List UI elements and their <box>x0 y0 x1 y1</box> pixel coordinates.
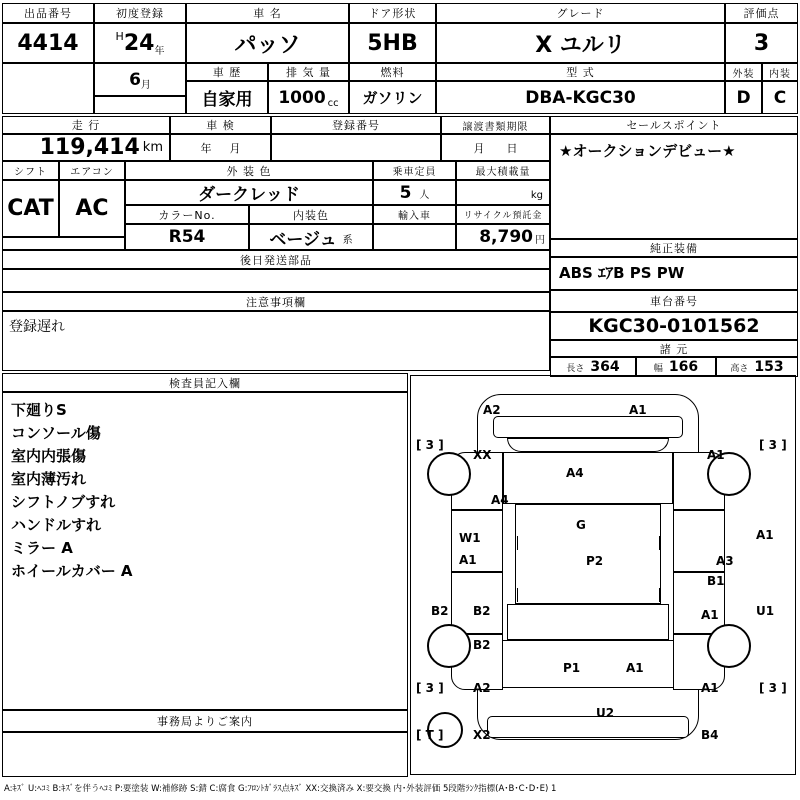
shift-ac-spacer <box>2 237 125 250</box>
first-reg-month: 6 <box>129 69 141 90</box>
door-shape-label: ドア形状 <box>349 3 436 23</box>
list-item: 下廻りS <box>11 401 67 419</box>
sales-point-value: ★オークションデビュー★ <box>550 134 798 239</box>
interior-color-label: 内装色 <box>249 205 373 224</box>
first-reg-era: H <box>115 30 124 43</box>
width-value: 166 <box>668 359 699 375</box>
transfer-doc-value-cell <box>441 134 550 161</box>
damage-mark: A4 <box>566 466 584 480</box>
legend-text: A:ｷｽﾞ U:ﾍｺﾐ B:ｷｽﾞを伴うﾍｺﾐ P:要塗装 W:補修跡 S:錆 C:腐食 G:ﾌﾛﾝﾄｶﾞﾗｽ点ｷｽﾞ XX:交換済み X:要交換 内･外装評価 5段階ﾗﾝｸ指標(A･B･C･D･E) 1 <box>4 784 557 794</box>
first-reg-spacer <box>94 96 186 114</box>
grade-value: X ユルリ <box>436 23 725 63</box>
sales-point-label: セールスポイント <box>550 116 798 134</box>
seats-value-cell <box>373 180 456 205</box>
damage-mark: U1 <box>756 604 775 618</box>
height-label: 高さ <box>730 363 749 374</box>
recycle-fee-value-cell <box>456 224 550 250</box>
width-cell <box>636 357 716 377</box>
import-value <box>373 224 456 250</box>
damage-mark: A1 <box>701 608 719 622</box>
damage-mark: A3 <box>716 554 734 568</box>
interior-grade-value: C <box>762 81 798 114</box>
shaken-value-cell <box>170 134 271 161</box>
damage-mark: B2 <box>473 638 491 652</box>
transfer-day-unit: 日 <box>506 141 518 155</box>
damage-mark: W1 <box>459 531 481 545</box>
vehicle-damage-diagram <box>410 375 796 775</box>
mileage-value-cell <box>2 134 170 161</box>
score-label: 評価点 <box>725 3 798 23</box>
transfer-month-unit: 月 <box>473 141 485 155</box>
shaken-label: 車 検 <box>170 116 271 134</box>
exterior-color-value: ダークレッド <box>125 180 373 205</box>
damage-mark: A1 <box>756 528 774 542</box>
first-reg-year-unit: 年 <box>154 46 165 57</box>
interior-grade-label: 内装 <box>762 63 798 81</box>
damage-mark: A1 <box>629 403 647 417</box>
interior-color-value: ベージュ <box>269 229 337 250</box>
damage-mark: B4 <box>701 728 719 742</box>
exterior-grade-value: D <box>725 81 762 114</box>
seats-unit: 人 <box>419 190 430 201</box>
damage-mark: B2 <box>431 604 449 618</box>
inspector-notes <box>2 392 408 710</box>
genuine-equipment-label: 純正装備 <box>550 239 798 257</box>
color-number-value: R54 <box>125 224 249 250</box>
list-item: 室内薄汚れ <box>11 470 87 488</box>
damage-mark: A1 <box>626 661 644 675</box>
max-load-label: 最大積載量 <box>456 161 550 180</box>
damage-mark: XX <box>473 448 492 462</box>
car-name-label: 車 名 <box>186 3 349 23</box>
displacement-label: 排 気 量 <box>268 63 349 81</box>
list-item: 室内内張傷 <box>11 447 87 465</box>
genuine-equipment-value: ABS ｴｱB PS PW <box>550 257 798 290</box>
recycle-fee-label: リサイクル預託金 <box>456 205 550 224</box>
fuel-value: ガソリン <box>349 81 436 114</box>
car-history-label: 車 歴 <box>186 63 268 81</box>
damage-mark: X2 <box>473 728 491 742</box>
lot-number-value: 4414 <box>2 23 94 63</box>
list-item: コンソール傷 <box>11 424 101 442</box>
damage-mark: A2 <box>473 681 491 695</box>
mileage-value: 119,414 <box>39 135 140 160</box>
damage-mark: A1 <box>701 681 719 695</box>
damage-mark: [ 3 ] <box>759 681 787 695</box>
ac-value: AC <box>59 180 125 237</box>
inspector-label: 検査員記入欄 <box>2 373 408 392</box>
damage-mark: A4 <box>491 493 509 507</box>
fuel-label: 燃料 <box>349 63 436 81</box>
notes-value: 登録遅れ <box>2 311 550 371</box>
seats-label: 乗車定員 <box>373 161 456 180</box>
ac-label: エアコン <box>59 161 125 180</box>
shift-label: シフト <box>2 161 59 180</box>
damage-mark: [ 3 ] <box>416 438 444 452</box>
office-notice-label: 事務局よりご案内 <box>2 710 408 732</box>
recycle-fee-unit: 円 <box>535 235 545 246</box>
displacement-unit: cc <box>327 98 339 109</box>
shaken-year-unit: 年 <box>200 141 212 155</box>
registration-number-label: 登録番号 <box>271 116 441 134</box>
first-registration-label: 初度登録 <box>94 3 186 23</box>
door-shape-value: 5HB <box>349 23 436 63</box>
damage-mark: [ T ] <box>416 728 444 742</box>
later-parts-value <box>2 269 550 292</box>
office-notice-text <box>2 732 408 777</box>
exterior-grade-label: 外装 <box>725 63 762 81</box>
color-number-label: カラーNo. <box>125 205 249 224</box>
damage-mark: [ 3 ] <box>416 681 444 695</box>
grade-label: グレード <box>436 3 725 23</box>
mileage-label: 走 行 <box>2 116 170 134</box>
damage-mark: [ 3 ] <box>759 438 787 452</box>
first-registration-month <box>94 63 186 96</box>
first-reg-year: 24 <box>123 30 155 56</box>
list-item: ホイールカバー A <box>11 562 133 580</box>
recycle-fee-value: 8,790 <box>479 227 533 247</box>
damage-mark: A2 <box>483 403 501 417</box>
spec-source-label: 諸 元 <box>550 340 798 357</box>
length-label: 長さ <box>566 363 585 374</box>
notes-label: 注意事項欄 <box>2 292 550 311</box>
import-label: 輸入車 <box>373 205 456 224</box>
max-load-unit: kg <box>530 190 543 201</box>
model-code-label: 型 式 <box>436 63 725 81</box>
chassis-number-value: KGC30-0101562 <box>550 312 798 340</box>
lot-spacer <box>2 63 94 114</box>
damage-mark: P1 <box>563 661 581 675</box>
damage-mark: A1 <box>707 448 725 462</box>
interior-color-value-cell <box>249 224 373 250</box>
damage-mark: B2 <box>473 604 491 618</box>
list-item: ミラー A <box>11 539 73 557</box>
displacement-value-cell <box>268 81 349 114</box>
damage-mark: U2 <box>596 706 615 720</box>
max-load-value-cell <box>456 180 550 205</box>
width-label: 幅 <box>653 363 663 374</box>
model-code-value: DBA-KGC30 <box>436 81 725 114</box>
score-value: 3 <box>725 23 798 63</box>
damage-mark: P2 <box>586 554 604 568</box>
height-cell <box>716 357 798 377</box>
registration-number-value <box>271 134 441 161</box>
length-cell <box>550 357 636 377</box>
list-item: ハンドルすれ <box>11 516 102 534</box>
chassis-number-label: 車台番号 <box>550 290 798 312</box>
height-value: 153 <box>754 359 784 375</box>
damage-mark: B1 <box>707 574 725 588</box>
displacement-value: 1000 <box>278 87 326 108</box>
damage-mark: G <box>576 518 586 532</box>
first-registration-value <box>94 23 186 63</box>
first-reg-month-unit: 月 <box>140 80 151 91</box>
seats-value: 5 <box>399 182 412 203</box>
shift-value: CAT <box>2 180 59 237</box>
mileage-unit: km <box>142 140 163 155</box>
list-item: シフトノブすれ <box>11 493 116 511</box>
transfer-doc-label: 譲渡書類期限 <box>441 116 550 134</box>
exterior-color-label: 外 装 色 <box>125 161 373 180</box>
car-history-value: 自家用 <box>186 81 268 114</box>
car-name-value: パッソ <box>186 23 349 63</box>
later-parts-label: 後日発送部品 <box>2 250 550 269</box>
lot-number-label: 出品番号 <box>2 3 94 23</box>
shaken-month-unit: 月 <box>229 141 241 155</box>
length-value: 364 <box>590 359 620 375</box>
interior-color-suffix: 系 <box>342 235 353 246</box>
damage-mark: A1 <box>459 553 477 567</box>
